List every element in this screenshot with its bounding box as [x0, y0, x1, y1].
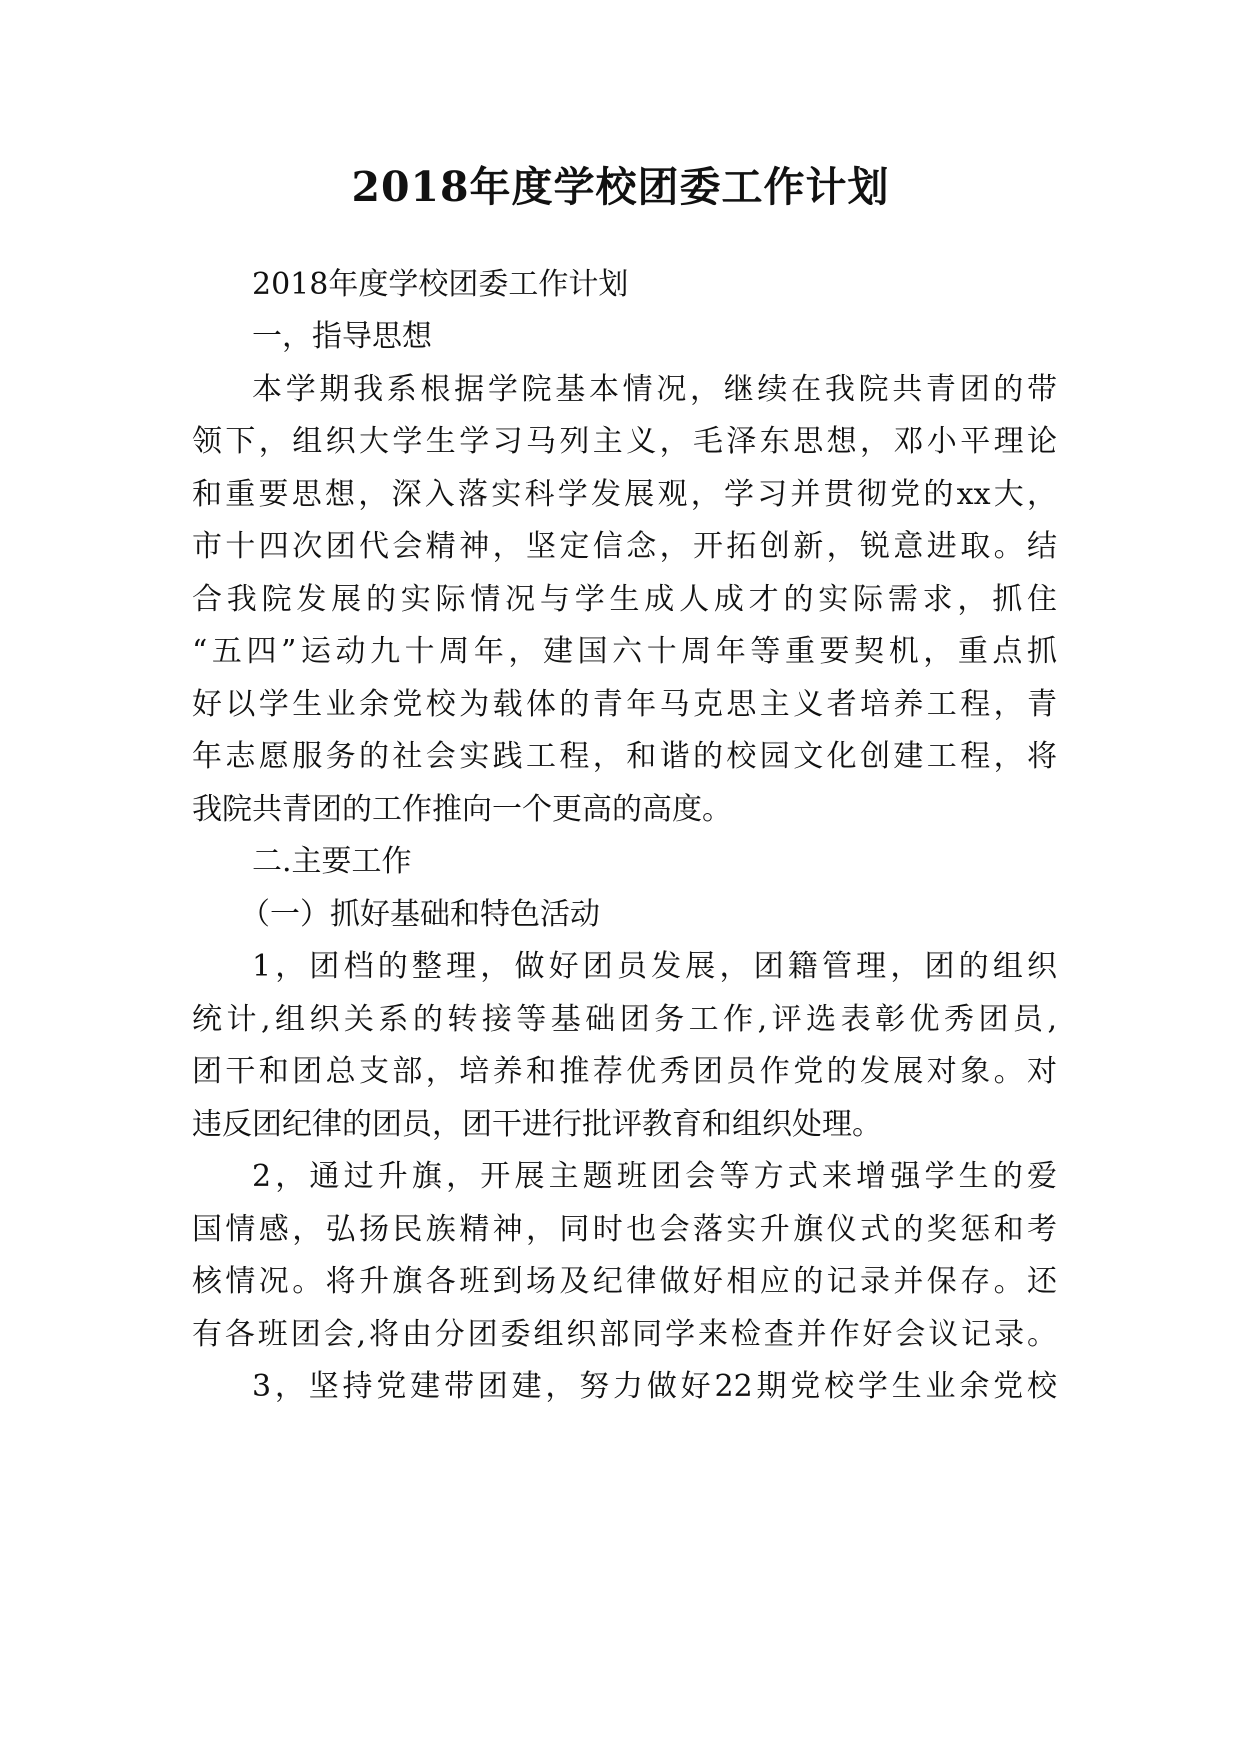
paragraph-line: 1，团档的整理，做好团员发展，团籍管理，团的组织	[252, 949, 1057, 984]
paragraph-line: 我院共青团的工作推向一个更高的高度。	[192, 792, 732, 827]
paragraph-line: 团干和团总支部，培养和推荐优秀团员作党的发展对象。对	[192, 1054, 1057, 1089]
paragraph-line: 好以学生业余党校为载体的青年马克思主义者培养工程，青	[192, 687, 1057, 722]
paragraph-line: 违反团纪律的团员，团干进行批评教育和组织处理。	[192, 1107, 882, 1142]
paragraph-line: 市十四次团代会精神，坚定信念，开拓创新，锐意进取。结	[192, 529, 1057, 564]
paragraph-line: 和重要思想，深入落实科学发展观，学习并贯彻党的xx大，	[192, 477, 1057, 512]
document-title: 2018年度学校团委工作计划	[351, 163, 890, 211]
paragraph-line: 统计,组织关系的转接等基础团务工作,评选表彰优秀团员,	[192, 1002, 1057, 1037]
paragraph-line: 3，坚持党建带团建，努力做好22期党校学生业余党校	[252, 1369, 1057, 1404]
paragraph-line: 年志愿服务的社会实践工程，和谐的校园文化创建工程，将	[192, 739, 1057, 774]
paragraph-line: 国情感，弘扬民族精神，同时也会落实升旗仪式的奖惩和考	[192, 1212, 1057, 1247]
paragraph-line: 核情况。将升旗各班到场及纪律做好相应的记录并保存。还	[192, 1264, 1057, 1299]
paragraph-line: 有各班团会,将由分团委组织部同学来检查并作好会议记录。	[192, 1317, 1057, 1352]
paragraph-line: 本学期我系根据学院基本情况，继续在我院共青团的带	[252, 372, 1057, 407]
paragraph-line: 领下，组织大学生学习马列主义，毛泽东思想，邓小平理论	[192, 424, 1057, 459]
paragraph-line: 合我院发展的实际情况与学生成人成才的实际需求，抓住	[192, 582, 1057, 617]
paragraph-line-heading: 2018年度学校团委工作计划	[252, 267, 629, 302]
paragraph-line: 2，通过升旗，开展主题班团会等方式来增强学生的爱	[252, 1159, 1057, 1194]
section-heading-guiding-ideology: 一，指导思想	[252, 319, 432, 354]
section-heading-main-work: 二.主要工作	[252, 844, 412, 879]
subsection-heading: （一）抓好基础和特色活动	[240, 897, 600, 932]
paragraph-line: “五四”运动九十周年，建国六十周年等重要契机，重点抓	[192, 634, 1057, 669]
